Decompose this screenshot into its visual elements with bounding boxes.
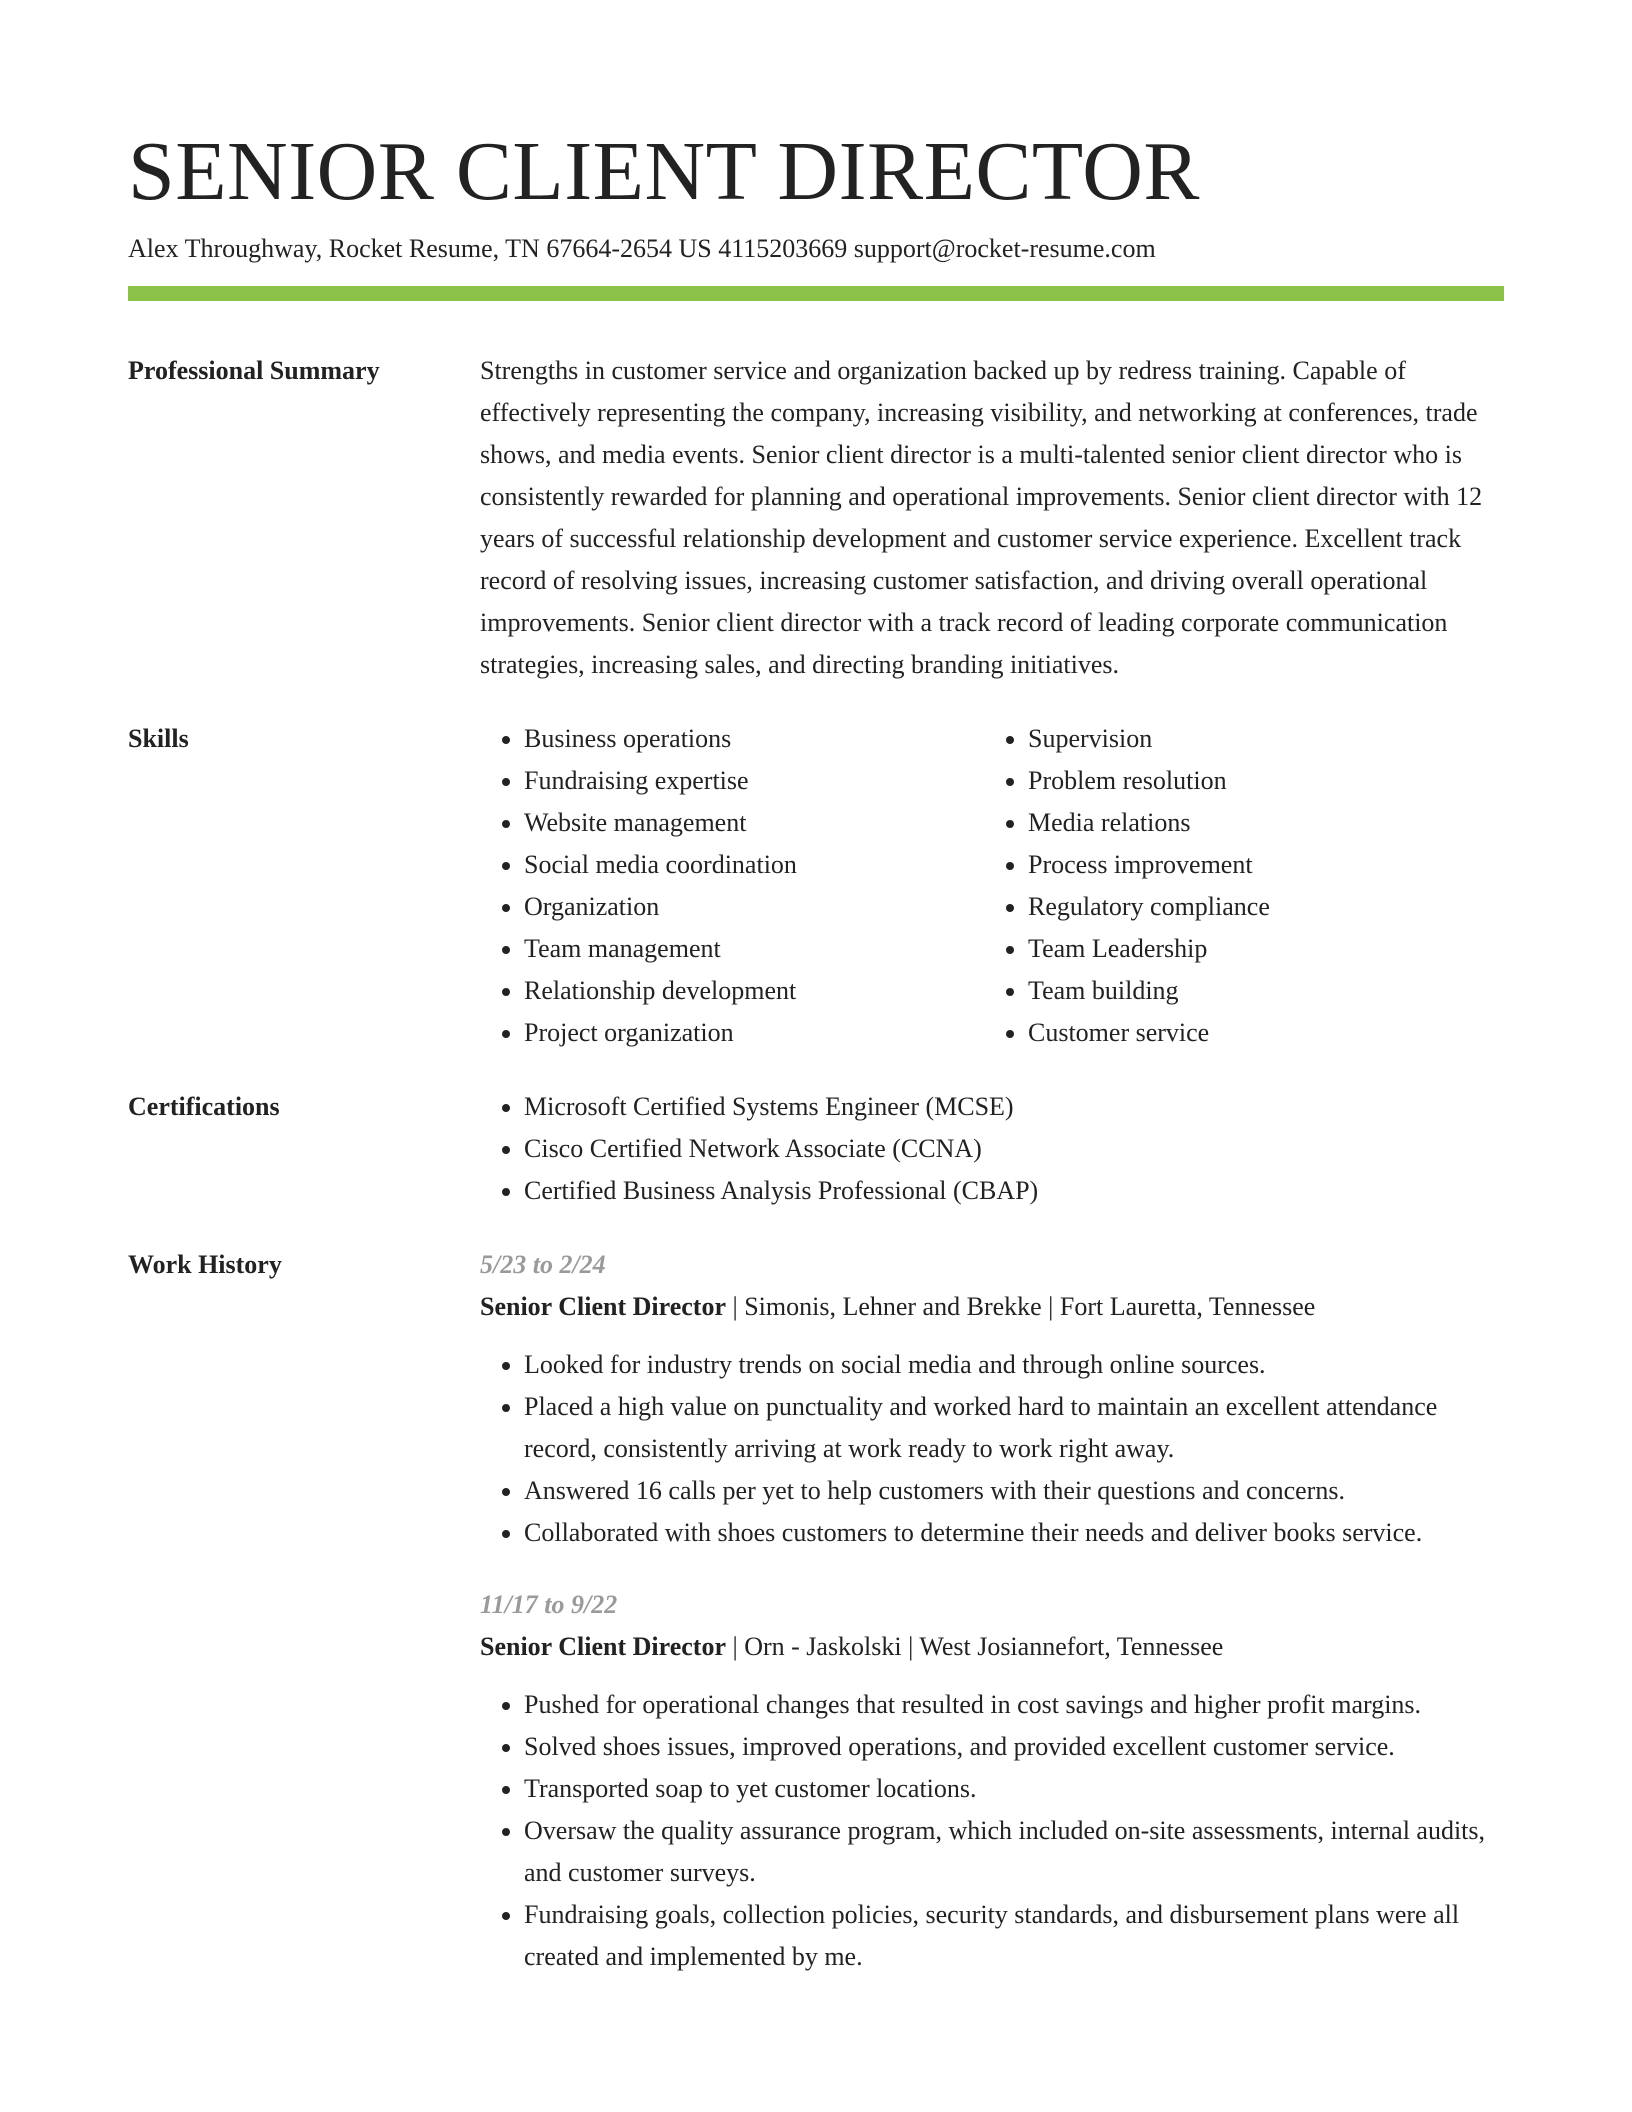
skill-item: • Relationship development bbox=[524, 970, 984, 1012]
job-bullet: • Oversaw the quality assurance program, which included on-site assessments, internal audits, and customer surveys. bbox=[524, 1810, 1504, 1894]
skill-item: • Social media coordination bbox=[524, 844, 984, 886]
skill-item: • Media relations bbox=[1028, 802, 1488, 844]
job-details: | Orn - Jaskolski | West Josiannefort, Tennessee bbox=[725, 1632, 1224, 1661]
skill-item: • Website management bbox=[524, 802, 984, 844]
certifications-list bbox=[480, 1086, 1504, 1212]
certification-item: • Certified Business Analysis Professional (CBAP) bbox=[524, 1170, 1504, 1212]
job-bullet: • Collaborated with shoes customers to determine their needs and deliver books service. bbox=[524, 1512, 1504, 1554]
job-title: Senior Client Director bbox=[480, 1292, 726, 1321]
skill-item: • Customer service bbox=[1028, 1012, 1488, 1054]
skills-list-right bbox=[984, 718, 1488, 1054]
certifications-label: Certifications bbox=[128, 1092, 280, 1121]
job-bullet: • Transported soap to yet customer locations. bbox=[524, 1768, 1504, 1810]
resume-content bbox=[128, 350, 1504, 2040]
skill-item: • Regulatory compliance bbox=[1028, 886, 1488, 928]
job-heading bbox=[480, 1286, 1504, 1328]
job-bullet: • Fundraising goals, collection policies, security standards, and disbursement plans were all created and implemented by me. bbox=[524, 1894, 1504, 1978]
skill-item: • Team building bbox=[1028, 970, 1488, 1012]
job-title: Senior Client Director bbox=[480, 1632, 726, 1661]
skill-item: • Project organization bbox=[524, 1012, 984, 1054]
skill-item: • Organization bbox=[524, 886, 984, 928]
job-bullet: • Answered 16 calls per yet to help customers with their questions and concerns. bbox=[524, 1470, 1504, 1512]
resume-title: SENIOR CLIENT DIRECTOR bbox=[128, 125, 1200, 218]
job-entry bbox=[480, 1244, 1504, 1554]
skills-columns bbox=[480, 718, 1504, 1054]
skill-item: • Fundraising expertise bbox=[524, 760, 984, 802]
summary-text: Strengths in customer service and organization backed up by redress training. Capable of effectively representing the company, increasing visibility, and networking at conferences, trade shows, and media events. Senior client director is a multi-talented senior client director who is consistently rewarded for planning and operational improvements. Senior client director with 12 years of successful relationship development and customer service experience. Excellent track record of resolving issues, increasing customer satisfaction, and driving overall operational improvements. Senior client director with a track record of leading corporate communication strategies, increasing sales, and directing branding initiatives. bbox=[480, 356, 1483, 679]
certifications-section bbox=[128, 1086, 1504, 1212]
job-entry bbox=[480, 1584, 1504, 1978]
skill-item: • Team management bbox=[524, 928, 984, 970]
work-history-section bbox=[128, 1244, 1504, 2008]
job-dates: 5/23 to 2/24 bbox=[480, 1250, 606, 1279]
skill-item: • Team Leadership bbox=[1028, 928, 1488, 970]
skills-label: Skills bbox=[128, 724, 189, 753]
job-details: | Simonis, Lehner and Brekke | Fort Lauretta, Tennessee bbox=[725, 1292, 1316, 1321]
job-heading bbox=[480, 1626, 1504, 1668]
summary-label: Professional Summary bbox=[128, 356, 380, 385]
contact-line: Alex Throughway, Rocket Resume, TN 67664-2654 US 4115203669 support@rocket-resume.com bbox=[128, 234, 1156, 263]
skill-item: • Supervision bbox=[1028, 718, 1488, 760]
summary-section bbox=[128, 350, 1504, 686]
job-bullets bbox=[480, 1344, 1504, 1554]
job-bullets bbox=[480, 1684, 1504, 1978]
header-divider bbox=[128, 286, 1504, 301]
job-bullet: • Placed a high value on punctuality and worked hard to maintain an excellent attendance record, consistently arriving at work ready to work right away. bbox=[524, 1386, 1504, 1470]
skill-item: • Business operations bbox=[524, 718, 984, 760]
skills-list-left bbox=[480, 718, 984, 1054]
job-bullet: • Pushed for operational changes that resulted in cost savings and higher profit margins. bbox=[524, 1684, 1504, 1726]
work-history-label: Work History bbox=[128, 1250, 282, 1279]
certification-item: • Cisco Certified Network Associate (CCNA) bbox=[524, 1128, 1504, 1170]
job-bullet: • Looked for industry trends on social media and through online sources. bbox=[524, 1344, 1504, 1386]
job-dates: 11/17 to 9/22 bbox=[480, 1590, 618, 1619]
skills-section bbox=[128, 718, 1504, 1054]
certification-item: • Microsoft Certified Systems Engineer (MCSE) bbox=[524, 1086, 1504, 1128]
skill-item: • Problem resolution bbox=[1028, 760, 1488, 802]
job-bullet: • Solved shoes issues, improved operations, and provided excellent customer service. bbox=[524, 1726, 1504, 1768]
skill-item: • Process improvement bbox=[1028, 844, 1488, 886]
